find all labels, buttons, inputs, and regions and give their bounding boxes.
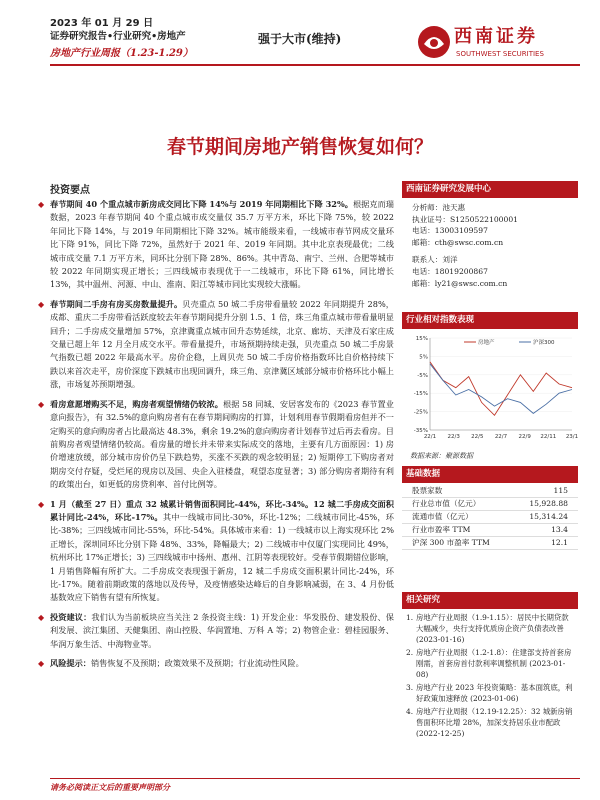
table-row [402, 511, 578, 524]
table-row [402, 498, 578, 511]
analyst-line: 电话：13003109597 [412, 226, 488, 236]
list-item[interactable]: 1. 房地产行业周报（1.9-1.15）：居民中长期贷款大幅减少，央行支持优质房企资产负债表改善 (2023-01-16) [406, 613, 569, 644]
legend-label: 沪深300 [533, 340, 555, 346]
bullet-icon: ◆ [38, 299, 45, 309]
paragraph: ◆ 看房意愿增购买不足，购房者观望情绪仍较浓。根据 58 同城、安居客发布的《2023 春节置业意向报告》，有 32.5%的意向购房者有在春节期间购房的打算，计划利用春节假期看房但并不一定购买的意向购房者占比最高达 48.3%，剩余 19.2%的意向购房者计划春节过后再去看房。目前购房者观望情绪仍较高。看房量的增长并未带来实际成交的落地，主要有几方面原因：1) 房价增速放缓，部分城市房价仍呈下跌趋势，买涨不买跌的观念较明显；2) 短期停工下购房者对期房交付存疑，受烂尾的现房以及国、央企入驻楼盘，观望态度显著；3) 部分购房者期待有利的政策出台，如更低的房贷利率、首付比例等。 [38, 398, 394, 490]
paragraph: ◆ 风险提示：销售恢复不及预期；政策效果不及预期；行业流动性风险。 [50, 657, 394, 670]
list-item[interactable]: 4. 房地产行业周报（12.19-12.25）：32 城新房销售面积环比增 28%，加深支持居乐业市配政 (2022-12-25) [406, 707, 573, 738]
basic-data-heading: 基础数据 [402, 466, 578, 483]
x-tick-label: 23/1 [565, 434, 578, 440]
report-type: 证券研究报告•行业研究•房地产 [50, 31, 186, 42]
row-value: 15,314.24 [508, 511, 578, 524]
x-tick-label: 22/9 [518, 434, 531, 440]
company-logo [412, 20, 577, 68]
y-tick-label: 15% [415, 336, 428, 342]
row-label: 沪深 300 市盈率 TTM [402, 537, 508, 550]
table-row [402, 485, 578, 498]
x-tick-label: 22/7 [494, 434, 508, 440]
report-title: 春节期间房地产销售恢复如何？ [166, 136, 433, 158]
x-tick-label: 22/11 [540, 434, 557, 440]
index-heading: 行业相对指数表现 [402, 312, 578, 329]
related-list [402, 609, 578, 739]
x-tick-label: 22/5 [471, 434, 484, 440]
index-heading-box [402, 312, 578, 329]
analyst-line: 执业证号：S1250522100001 [412, 214, 518, 224]
row-value: 15,928.88 [508, 498, 578, 511]
bullet-icon: ◆ [38, 499, 45, 509]
paragraph: ◆ 1 月（截至 27 日）重点 32 城累计销售面积同比-44%，环比-34%。12 城二手房成交面积累计同比-24%，环比-17%。其中一线城市同比-30%，环比-12%；二线城市同比-45%，环比-38%；三四线城市同比-55%，环比-54%。具体城市来看：1) 一线城市以上海实现环比 2%正增长，深圳同环比分别下降 48%、33%，降幅最大；2) 二线城市中仅厦门实现同比 49%，杭州环比 17%正增长；3) 三四线城市中扬州、惠州、江阴等表现较好。受春节假期错位影响，1 月销售降幅有所扩大。二手房成交表现强于新房，12 城二手房成交面积累计同比-24%，环比-17%。随着前期政策的落地以及传导，及疫情感染达峰后的自身影响减弱，在 3、4 月份低基数效应下销售有望有所恢复。 [38, 498, 394, 603]
bullet-icon: ◆ [38, 612, 45, 622]
weekly-range: 房地产行业周报（1.23-1.29） [50, 48, 193, 59]
analyst-info [402, 198, 578, 289]
row-value: 115 [508, 485, 578, 498]
basic-data-box [402, 466, 578, 550]
investment-points-heading: 投资要点 [50, 185, 90, 196]
row-value: 12.1 [508, 537, 578, 550]
related-research-box [402, 592, 578, 741]
footer-divider [50, 778, 580, 779]
footer-disclaimer: 请务必阅读正文后的重要声明部分 [50, 782, 170, 792]
y-tick-label: 5% [419, 354, 428, 361]
table-row [402, 524, 578, 537]
related-heading: 相关研究 [402, 592, 578, 609]
report-date: 2023 年 01 月 29 日 [50, 18, 154, 29]
paragraph: ◆ 投资建议：我们认为当前板块应当关注 2 条投资主线：1) 开发企业：华发股份、建发股份、保利发展、滨江集团、天健集团、南山控股、华润置地、万科 A 等；2) 物管企业：碧桂园服务、华润万象生活、中海物业等。 [38, 611, 394, 649]
list-item[interactable]: 3. 房地产行业 2023 年投资策略：基本面筑底，利好政策加速释放 (2023-01-06) [406, 683, 573, 703]
row-label: 行业市盈率 TTM [402, 524, 508, 537]
analyst-line: 分析师：池天惠 [412, 203, 466, 212]
relative-index-chart [404, 330, 578, 448]
x-tick-label: 22/3 [447, 434, 460, 440]
bullet-icon: ◆ [38, 200, 45, 209]
bullet-icon: ◆ [38, 659, 45, 668]
investment-points-body [38, 198, 394, 676]
analyst-email[interactable]: 邮箱：ly21@swsc.com.cn [412, 278, 508, 288]
legend-label: 房地产 [478, 340, 495, 346]
analyst-line: 联系人：刘洋 [412, 255, 458, 265]
y-tick-label: -35% [413, 428, 428, 434]
y-tick-label: -5% [417, 372, 428, 379]
analyst-heading: 西南证券研究发展中心 [402, 181, 578, 198]
bullet-icon: ◆ [38, 399, 45, 409]
paragraph: ◆ 春节期间二手房有房买房数量提升。贝壳重点 50 城二手房带看量较 2022 年同期提升 28%，成都、重庆二手房带看活跃度较去年春节期间提升分别 1.5、1 倍，珠三角重点城市带看量明显回升；二手房成交量增加 57%，京津冀重点城市回升态势延续，北京、廊坊、天津及石家庄成交量已超上年 12 月全月成交水平。带看量提升，市场预期持续走强，贝壳重点 50 城二手房景气指数已超 2022 年最高水平。房价企稳，上周贝壳 50 城二手房价格指数环比自价格持续下跌以来首次走平，房价深度下跌城市出现回调升，珠三角、京津冀区域部分城市价格环比小幅上涨，市场复苏预期增强。 [38, 298, 394, 390]
logo-text-en: SOUTHWEST SECURITIES [456, 50, 544, 58]
logo-mark-icon [416, 24, 452, 60]
left-margin [0, 0, 38, 800]
row-label: 流通市值（亿元） [402, 511, 508, 524]
chart-source: 数据来源：聚源数据 [410, 452, 473, 460]
list-item[interactable]: 2. 房地产行业周报（1.2-1.8）：住建部支持首套房刚需，首套房首付款利率调整机制 (2023-01-08) [406, 648, 572, 679]
y-tick-label: -25% [413, 409, 428, 416]
table-row [402, 537, 578, 550]
paragraph: ◆ 春节期间 40 个重点城市新房成交同比下降 14%与 2019 年同期相比下降 32%。根据克而瑞数据，2023 年春节期间 40 个重点城市成交量仅 35.7 万平方米，环比下降 75%，较 2022 年同比下降 14%，与 2019 年同期相比下降 32%。城市能级来看，一线城市春节网成交量环比下降 91%，同比下降 72%，虽然好于 2021 年、2019 年同期。其中北京表现最优；二线城市成交量 7.1 万平方米，同环比分别下降 28%、86%。其中青岛、南宁、兰州、合肥等城市较 2022 年同期实现正增长；三四线城市表现优于一二线城市，环比下降 61%，同比增长 13%，其中温州、河源、中山、淮南、阳江等城市同比实现较大涨幅。 [38, 199, 394, 290]
header-divider [50, 64, 580, 66]
analyst-box [402, 181, 578, 289]
row-label: 股票家数 [402, 485, 508, 498]
row-label: 行业总市值（亿元） [402, 498, 508, 511]
y-tick-label: -15% [413, 391, 428, 398]
row-value: 13.4 [508, 524, 578, 537]
analyst-line: 电话：18019200867 [412, 266, 488, 276]
logo-text-cn: 西南证券 [454, 26, 538, 47]
rating: 强于大市(维持) [258, 32, 342, 46]
basic-data-table [402, 485, 578, 550]
analyst-email[interactable]: 邮箱：cth@swsc.com.cn [412, 237, 504, 247]
x-tick-label: 22/1 [423, 434, 437, 440]
series-line-real-estate [430, 362, 572, 415]
